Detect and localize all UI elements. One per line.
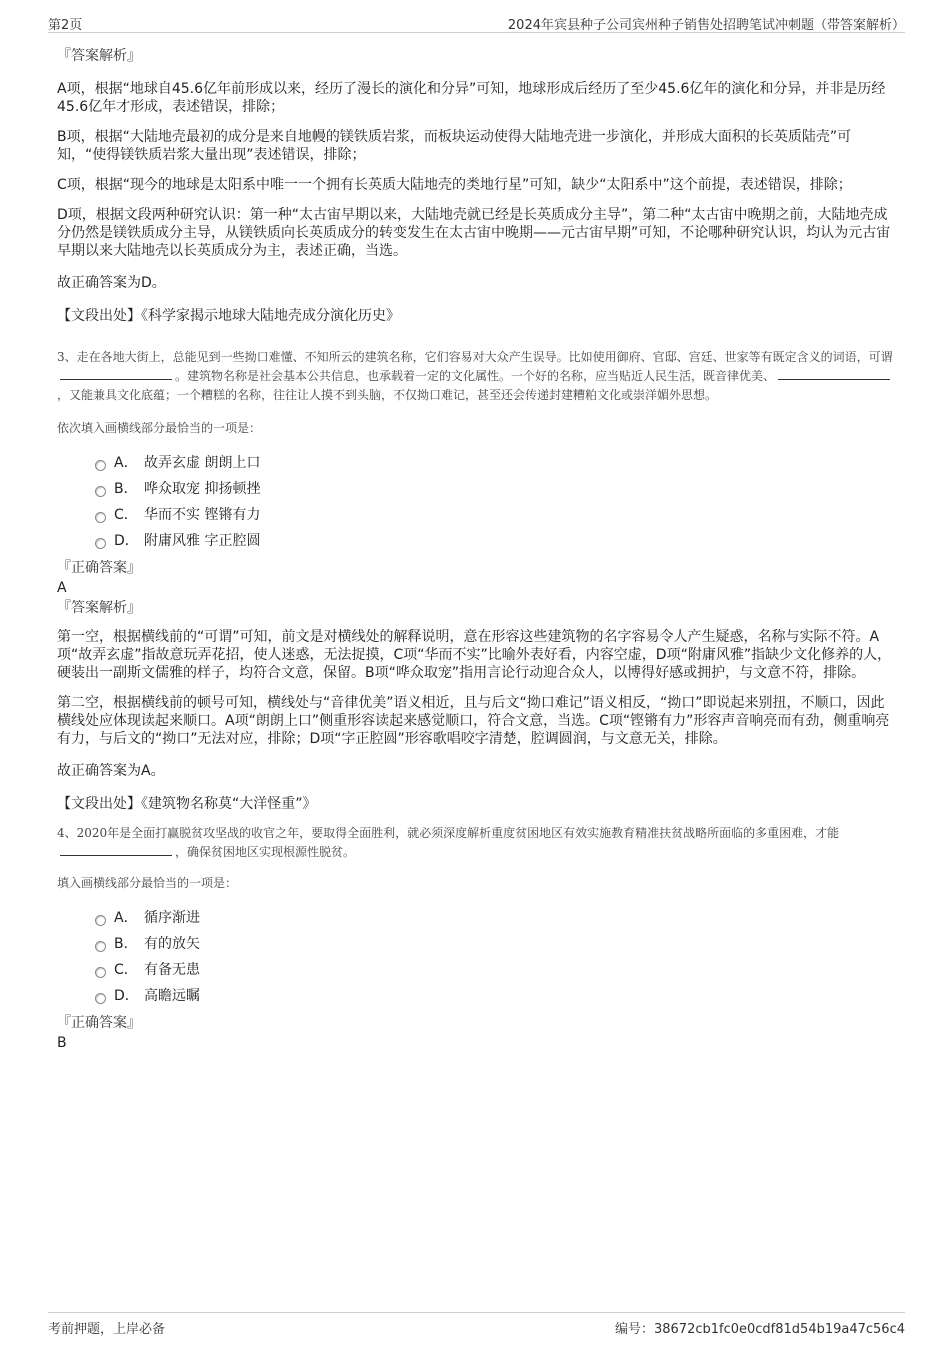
q3-blank-1 [60, 367, 172, 380]
q3-conclusion: 故正确答案为A。 [57, 763, 165, 779]
radio-icon[interactable] [95, 486, 106, 497]
q4-question-text: 4、2020年是全面打赢脱贫攻坚战的收官之年，要取得全面胜利，就必须深度解析重度贫困地区有效实施教育精准扶贫战略所面临的多重困难，才能，确保贫困地区实现根源性脱贫。 [57, 826, 840, 859]
q3-answer: A [57, 580, 67, 596]
q2-analysis-c: C项，根据“现今的地球是太阳系中唯一一个拥有长英质大陆地壳的类地行星”可知，缺少“太阳系中”这个前提，表述错误，排除； [57, 177, 852, 193]
q4-option-a[interactable]: A． 循序渐进 [95, 905, 893, 931]
document-title: 2024年宾县种子公司宾州种子销售处招聘笔试冲刺题（带答案解析） [507, 18, 905, 33]
page-content [57, 46, 893, 1053]
q3-option-a[interactable]: A． 故弄玄虚 朗朗上口 [95, 450, 893, 476]
q4-answer-label: 『正确答案』 [57, 1015, 141, 1031]
q2-analysis-a: A项，根据“地球自45.6亿年前形成以来，经历了漫长的演化和分异”可知，地球形成后经历了至少45.6亿年的演化和分异，并非是历经45.6亿年才形成，表述错误，排除； [57, 81, 886, 115]
q3-analysis-1: 第一空，根据横线前的“可谓”可知，前文是对横线处的解释说明，意在形容这些建筑物的名字容易令人产生疑惑，名称与实际不符。A项“故弄玄虚”指故意玩弄花招，使人迷惑，无法捉摸，C项“华而不实”比喻外表好看，内容空虚，D项“附庸风雅”指缺少文化修养的人，硬装出一副斯文儒雅的样子，均符合文意，保留。B项“哗众取宠”指用言论行动迎合众人，以博得好感或拥护，与文意不符，排除。 [57, 629, 892, 681]
radio-icon[interactable] [95, 993, 106, 1004]
q3-option-c[interactable]: C． 华而不实 铿锵有力 [95, 502, 893, 528]
q4-prompt: 填入画横线部分最恰当的一项是： [57, 876, 238, 890]
q4-options [95, 905, 893, 1009]
q4-option-b[interactable]: B． 有的放矢 [95, 931, 893, 957]
page-header [48, 12, 905, 33]
q2-analysis-label: 『答案解析』 [57, 48, 141, 64]
q3-option-d[interactable]: D． 附庸风雅 字正腔圆 [95, 528, 893, 554]
q3-prompt: 依次填入画横线部分最恰当的一项是： [57, 421, 262, 435]
q3-answer-label: 『正确答案』 [57, 560, 141, 576]
q2-analysis-d: D项，根据文段两种研究认识：第一种“太古宙早期以来，大陆地壳就已经是长英质成分主导”，第二种“太古宙中晚期之前，大陆地壳成分仍然是镁铁质成分主导，从镁铁质向长英质成分的转变发生在太古宙中晚期——元古宙早期”可知，不论哪种研究认识，均认为元古宙早期以来大陆地壳以长英质成分为主，表述正确，当选。 [57, 207, 891, 259]
page-number: 第2页 [48, 18, 83, 33]
q4-blank [60, 843, 172, 856]
q3-blank-2 [778, 367, 890, 380]
radio-icon[interactable] [95, 941, 106, 952]
q3-analysis-label: 『答案解析』 [57, 600, 141, 616]
q4-option-c[interactable]: C． 有备无患 [95, 957, 893, 983]
radio-icon[interactable] [95, 512, 106, 523]
q4-option-d[interactable]: D． 高瞻远瞩 [95, 983, 893, 1009]
radio-icon[interactable] [95, 915, 106, 926]
q3-options [95, 450, 893, 554]
footer-slogan: 考前押题，上岸必备 [48, 1322, 166, 1337]
q3-analysis-2: 第二空，根据横线前的顿号可知，横线处与“音律优美”语义相近，且与后文“拗口难记”语义相反，“拗口”即说起来别扭，不顺口，因此横线处应体现读起来顺口。A项“朗朗上口”侧重形容读起来感觉顺口，符合文意，当选。C项“铿锵有力”形容声音响亮而有劲，侧重响亮有力，与后文的“拗口”无法对应，排除；D项“字正腔圆”形容歌唱咬字清楚，腔调圆润，与文意无关，排除。 [57, 695, 890, 747]
radio-icon[interactable] [95, 967, 106, 978]
q3-question-text: 3、走在各地大街上，总能见到一些拗口难懂、不知所云的建筑名称，它们容易对大众产生误导。比如使用御府、官邸、宫廷、世家等有既定含义的词语，可谓。建筑物名称是社会基本公共信息，也承载着一定的文化属性。一个好的名称，应当贴近人民生活，既音律优美、，又能兼具文化底蕴；一个糟糕的名称，往往让人摸不到头脑，不仅拗口难记，甚至还会传递封建糟粕文化或崇洋媚外思想。 [57, 350, 893, 402]
q2-analysis-b: B项，根据“大陆地壳最初的成分是来自地幔的镁铁质岩浆，而板块运动使得大陆地壳进一步演化，并形成大面积的长英质陆壳”可知，“使得镁铁质岩浆大量出现”表述错误，排除； [57, 129, 852, 163]
page-footer [48, 1312, 905, 1337]
q2-conclusion: 故正确答案为D。 [57, 275, 166, 291]
q4-answer: B [57, 1035, 67, 1051]
q3-option-b[interactable]: B． 哗众取宠 抑扬顿挫 [95, 476, 893, 502]
radio-icon[interactable] [95, 538, 106, 549]
q3-source: 【文段出处】《建筑物名称莫“大洋怪重”》 [57, 796, 317, 812]
q2-source: 【文段出处】《科学家揭示地球大陆地壳成分演化历史》 [57, 308, 400, 324]
document-code: 编号：38672cb1fc0e0cdf81d54b19a47c56c4 [614, 1322, 905, 1337]
radio-icon[interactable] [95, 460, 106, 471]
